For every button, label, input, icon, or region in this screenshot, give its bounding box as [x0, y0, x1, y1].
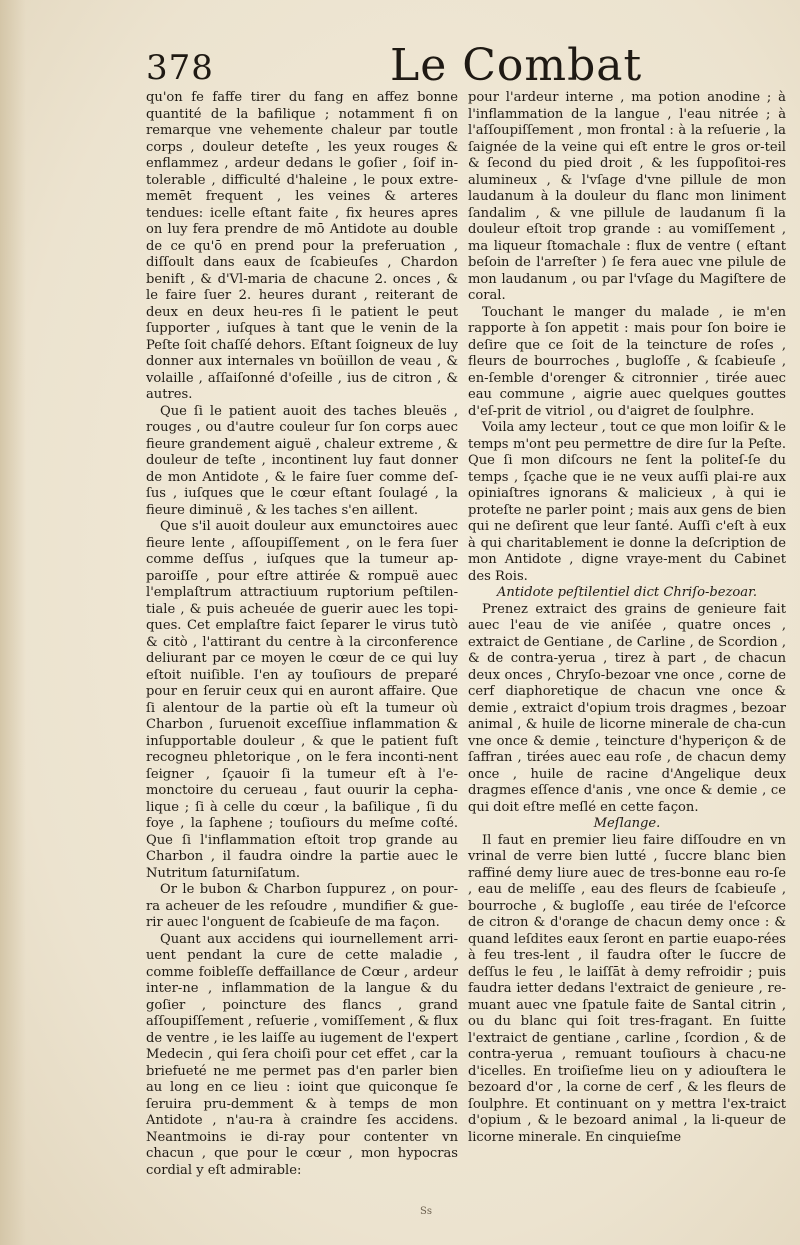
section-heading: Meſlange. — [593, 816, 661, 831]
paragraph: Que ſi le patient auoit des taches bleuës , rouges , ou d'autre couleur ſur ſon corps auec fieure grandement aiguë , chaleur extreme , & douleur de teſte , incontinent luy faut donner de mon Antidote , & le faire ſuer comme deſ-ſus , iuſques que le cœur eſtant ſoulagé , la fieure diminuë , & les taches s'en aillent. — [146, 403, 458, 518]
recipe-heading: Antidote peſtilentiel dict Chriſo-bezoar. — [496, 585, 758, 600]
running-title: Le Combat — [390, 40, 643, 91]
paragraph: pour l'ardeur interne , ma potion anodine ; à l'inflammation de la langue , l'eau nitrée ; à l'aſſoupiſſement , mon frontal : à la reſuerie , la ſaignée de la veine qui eſt entre le gros or-teil & ſecond du pied droit , & les ſuppoſitoi-res alumineux , & l'vſage d'vne pillule de mon laudanum à la douleur du flanc mon liniment ſandalim , & vne pillule de laudanum ſi la douleur eſtoit trop grande : au vomiſſement , ma liqueur ſtomachale : flux de ventre ( eſtant beſoin de l'arreſter ) ſe fera auec vne pilule de mon laudanum , ou par l'vſage du Magiſtere de coral. — [468, 90, 786, 303]
right-text-column — [468, 90, 786, 1146]
signature-mark: Ss — [420, 1206, 432, 1217]
paragraph: Prenez extraict des grains de genieure fait auec l'eau de vie aniſée , quatre onces , extraict de Gentiane , de Carline , de Scordion , & de contra-yerua , tirez à part , de chacun deux onces , Chryſo-bezoar vne once , corne de cerf diaphoretique de chacun vne once & demie , extraict d'opium trois dragmes , bezoar animal , & huile de licorne minerale de cha-cun vne once & demie , teincture d'hyperiçon & de ſaffran , tirées auec eau roſe , de chacun demy once , huile de racine d'Angelique deux dragmes eſſence d'anis , vne once & demie , ce qui doit eſtre meſlé en cette façon. — [468, 601, 786, 815]
page-number: 378 — [146, 48, 214, 88]
page-gutter-shadow — [0, 0, 26, 1245]
paragraph: Il faut en premier lieu faire diſſoudre en vn vrinal de verre bien lutté , ſuccre blanc bien raffiné demy liure auec de tres-bonne eau ro-ſe , eau de meliſſe , eau des fleurs de ſcabieuſe , bourroche , & bugloſſe , eau tirée de l'eſcorce de citron & d'orange de chacun demy once : & quand leſdites eaux ſeront en partie euapo-rées à feu tres-lent , il faudra oſter le ſuccre de deſſus le feu , le laiſſāt à demy refroidir ; puis faudra ietter dedans l'extraict de genieure , re-muant auec vne ſpatule faite de Santal citrin , ou du blanc qui ſoit tres-fragant. En ſuitte l'extraict de gentiane , carline , ſcordion , & de contra-yerua , remuant touſiours à chacu-ne d'icelles. En troiſieſme lieu on y adiouſtera le bezoard d'or , la corne de cerf , & les fleurs de ſoulphre. Et continuant on y mettra l'ex-traict d'opium , & le bezoard animal , la li-queur de licorne minerale. En cinquieſme — [468, 832, 786, 1145]
paragraph: Que s'il auoit douleur aux emunctoires auec fieure lente , aſſoupiſſement , on le fera ſuer comme deſſus , iuſques que la tumeur ap-paroiſſe , pour eſtre attirée & rompuë auec l'emplaſtrum attractiuum ruptorium peſtilen-tiale , & puis acheuée de guerir auec les topi-ques. Cet emplaſtre faict ſeparer le virus tutò & citò , l'attirant du centre à la circonference deliurant par ce moyen le cœur de ce qui luy eſtoit nuiſible. I'en ay touſiours de preparé pour en ſeruir ceux qui en auront affaire. Que ſi alentour de la partie où eſt la tumeur où Charbon , ſuruenoit exceſſiue inflammation & inſupportable douleur , & que le patient fuſt recogneu phletorique , on le fera inconti-nent ſeigner , ſçauoir ſi la tumeur eſt à l'e-monctoire du cerueau , faut ouurir la cepha-lique ; ſi à celle du cœur , la baſilique , ſi du foye , la ſaphene ; touſiours du meſme coſté. Que ſi l'inflammation eſtoit trop grande au Charbon , il faudra oindre la partie auec le Nutritum ſaturniſatum. — [146, 519, 458, 881]
paragraph: qu'on fe faffe tirer du fang en affez bonne quantité de la bafilique ; notamment fi on remarque vne vehemente chaleur par toutle corps , douleur deteſte , les yeux rouges & enflammez , ardeur dedans le goſier , ſoif in-tolerable , difficulté d'haleine , le poux extre-memēt frequent , les veines & arteres tendues: icelle eſtant faite , fix heures apres on luy fera prendre de mō Antidote au double de ce qu'ō en prend pour la preferuation , diſſoult dans eaux de ſcabieuſes , Chardon benift , & d'Vl-maria de chacune 2. onces , & le faire ſuer 2. heures durant , reiterant de deux en deux heu-res ſi le patient le peut ſupporter , iuſques à tant que le venin de la Peſte ſoit chaſſé dehors. Eſtant ſoigneux de luy donner aux internales vn boüillon de veau , & volaille , aſſaiſonné d'oſeille , ius de citron , & autres. — [146, 90, 458, 402]
left-text-column — [146, 90, 458, 1179]
paragraph: Touchant le manger du malade , ie m'en rapporte à ſon appetit : mais pour ſon boire ie deſire que ce ſoit de la teincture de roſes , fleurs de bourroches , bugloſſe , & ſcabieuſe , en-ſemble d'orenger & citronnier , tirée auec eau commune , aigrie auec quelques gouttes d'eſ-prit de vitriol , ou d'aigret de ſoulphre. — [468, 304, 786, 419]
paragraph: Quant aux accidens qui iournellement arri-uent pendant la cure de cette maladie , comme foibleſſe deffaillance de Cœur , ardeur inter-ne , inflammation de la langue & du goſier , poincture des flancs , grand aſſoupiſſement , reſuerie , vomiſſement , & flux de ventre , ie les laiſſe au iugement de l'expert Medecin , qui ſera choiſi pour cet effet , car la briefueté ne me permet pas d'en parler bien au long en ce lieu : ioint que quiconque ſe ſeruira pru-demment & à temps de mon Antidote , n'au-ra à craindre ſes accidens. Neantmoins ie di-ray pour contenter vn chacun , que pour le cœur , mon hypocras cordial y eſt admirable: — [146, 931, 458, 1178]
paragraph: Voila amy lecteur , tout ce que mon loiſir & le temps m'ont peu permettre de dire ſur la Peſte. Que ſi mon diſcours ne ſent la politeſ-ſe du temps , ſçache que ie ne veux auſſi plai-re aux opiniaſtres ignorans & malicieux , à qui ie proteſte ne parler point ; mais aux gens de bien qui ne deſirent que leur ſanté. Auſſi c'eſt à eux à qui charitablement ie donne la deſcription de mon Antidote , digne vraye-ment du Cabinet des Rois. — [468, 420, 786, 584]
paragraph: Or le bubon & Charbon ſuppurez , on pour-ra acheuer de les reſoudre , mundifier & gue-rir auec l'onguent de ſcabieuſe de ma façon. — [146, 882, 458, 930]
